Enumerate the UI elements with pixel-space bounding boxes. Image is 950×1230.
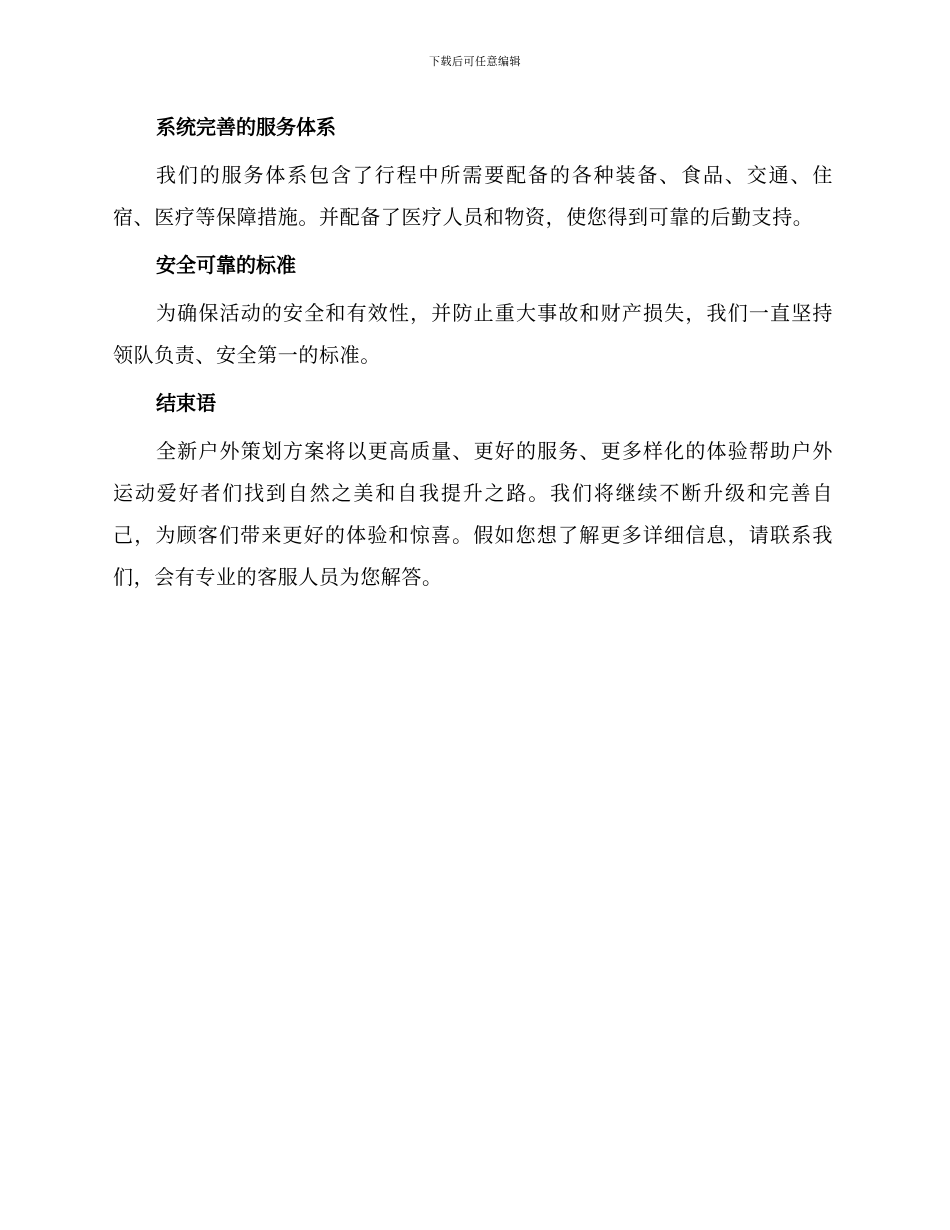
section-paragraph-conclusion: 全新户外策划方案将以更高质量、更好的服务、更多样化的体验帮助户外运动爱好者们找到自然之美和自我提升之路。我们将继续不断升级和完善自己，为顾客们带来更好的体验和惊喜。假如您想了解更多详细信息，请联系我们，会有专业的客服人员为您解答。 [113, 439, 833, 589]
section-title-safety-standard: 安全可靠的标准 [156, 253, 296, 277]
section-title-service-system: 系统完善的服务体系 [156, 115, 336, 139]
section-paragraph-service-system: 我们的服务体系包含了行程中所需要配备的各种装备、食品、交通、住宿、医疗等保障措施。并配备了医疗人员和物资，使您得到可靠的后勤支持。 [113, 163, 833, 229]
document-body [113, 112, 833, 610]
header-note: 下载后可任意编辑 [429, 55, 521, 68]
section-title-conclusion: 结束语 [156, 391, 216, 415]
section-paragraph-safety-standard: 为确保活动的安全和有效性，并防止重大事故和财产损失，我们一直坚持领队负责、安全第一的标准。 [113, 301, 833, 367]
